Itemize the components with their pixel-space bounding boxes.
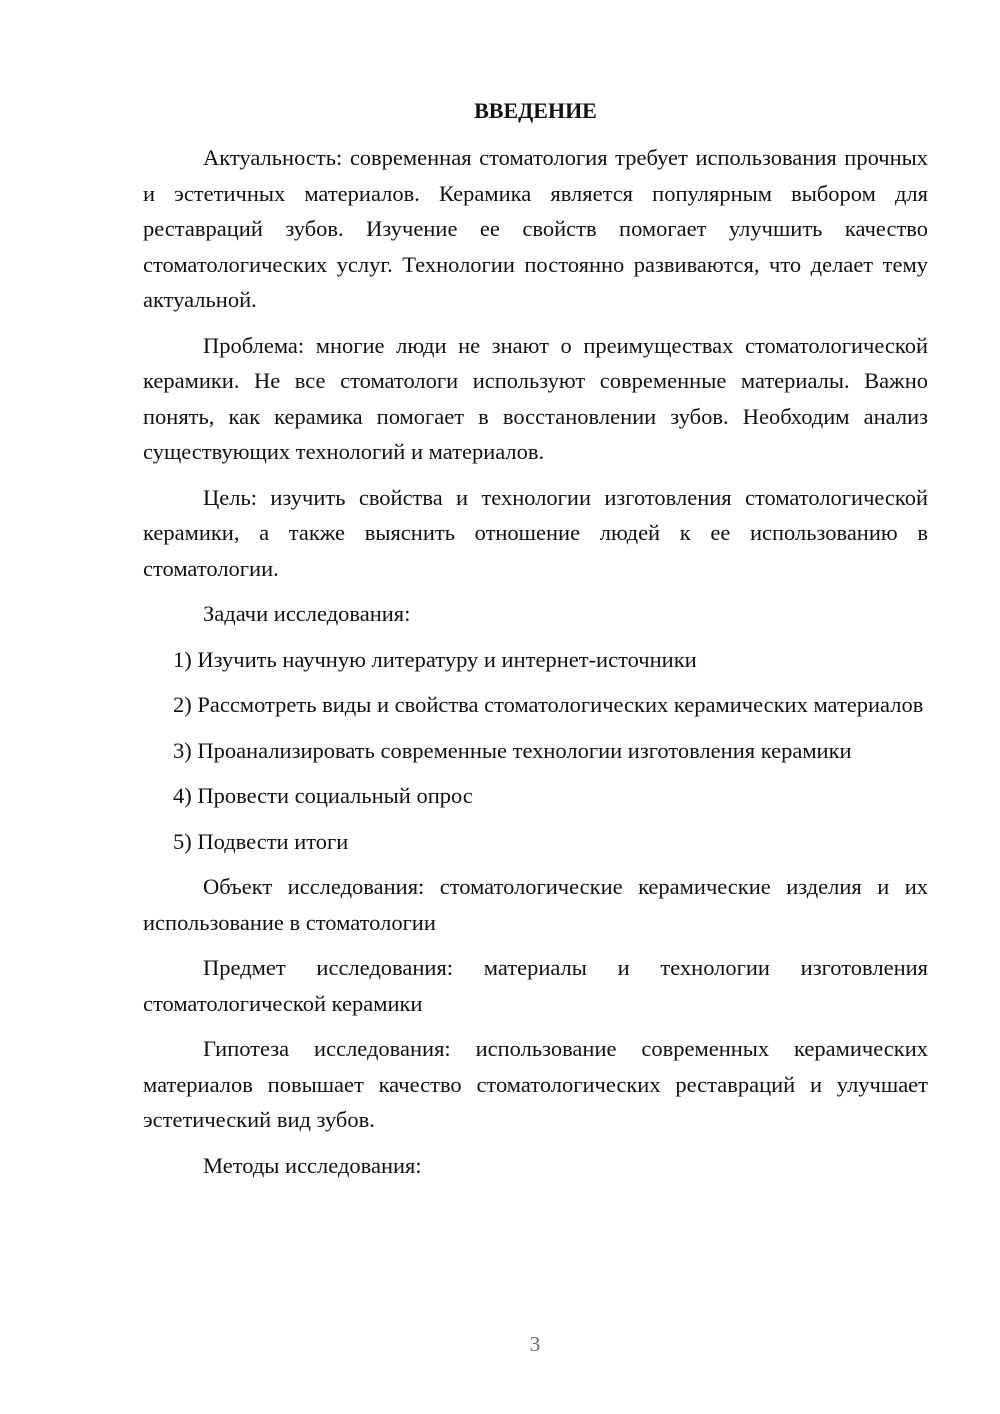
- relevance-paragraph: Актуальность: современная стоматология требует использования прочных и эстетичных материалов. Керамика является популярным выбором для реставраций зубов. Изучение ее свойств помогает улучшить качество стоматологических услуг. Технологии постоянно развиваются, что делает тему актуальной.: [143, 145, 928, 312]
- task-item-5: 5) Подвести итоги: [173, 828, 349, 854]
- subject-paragraph: Предмет исследования: материалы и технологии изготовления стоматологической керамики: [143, 955, 928, 1016]
- tasks-title: Задачи исследования:: [203, 601, 411, 626]
- task-item-4: 4) Провести социальный опрос: [173, 783, 473, 808]
- task-item-2: 2) Рассмотреть виды и свойства стоматологических керамических материалов: [173, 692, 924, 717]
- problem-paragraph: Проблема: многие люди не знают о преимуществах стоматологической керамики. Не все стоматологи используют современные материалы. Важно понять, как керамика помогает в восстановлении зубов. Необходим анализ существующих технологий и материалов.: [143, 332, 928, 464]
- page-content: [143, 92, 928, 1193]
- object-paragraph: Объект исследования: стоматологические керамические изделия и их использование в стоматологии: [143, 874, 928, 935]
- task-item-1: 1) Изучить научную литературу и интернет-источники: [173, 646, 697, 672]
- methods-title: Методы исследования:: [203, 1152, 422, 1178]
- page-number: 3: [529, 1332, 541, 1356]
- task-item-3: 3) Проанализировать современные технологии изготовления керамики: [173, 737, 852, 763]
- goal-paragraph: Цель: изучить свойства и технологии изготовления стоматологической керамики, а также выяснить отношение людей к ее использованию в стоматологии.: [143, 484, 928, 581]
- page-heading: ВВЕДЕНИЕ: [474, 98, 597, 123]
- hypothesis-paragraph: Гипотеза исследования: использование современных керамических материалов повышает качество стоматологических реставраций и улучшает эстетический вид зубов.: [143, 1036, 928, 1132]
